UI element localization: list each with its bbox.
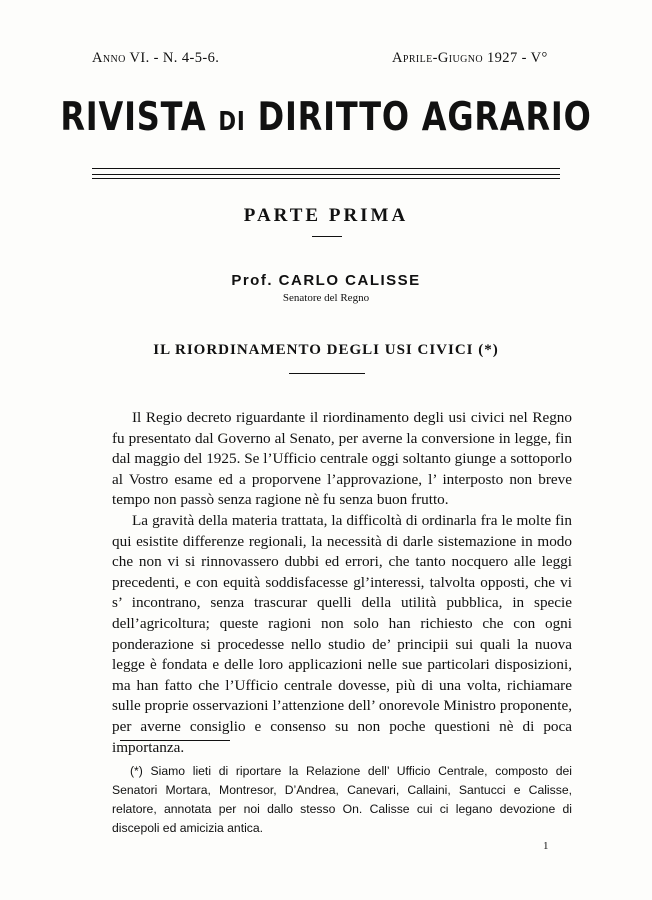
issue-info: Anno VI. - N. 4-5-6.: [92, 50, 220, 66]
journal-title-part2: DIRITTO AGRARIO: [257, 95, 592, 140]
title-single-rule: [92, 178, 560, 179]
author-name: Prof. CARLO CALISSE: [231, 272, 421, 289]
body-paragraph: La gravità della materia trattata, la difficoltà di ordinarla fra le molte fin qui esistite differenze regionali, la necessità di darle sistemazione in modo che non vi si rinnovassero dubbi ed errori, che tanto nocquero alle leggi precedenti, e con equità soddisfacesse gl’interessi, talvolta opposti, che vi s’ incontrano, senza trascurar quelli della utilità pubblica, in specie dell’agricoltura; queste ragioni non solo han richiesto che con ogni ponderazione si procedesse nello studio de’ principii sui quali la nuova legge è fondata e delle loro applicazioni nelle sue particolari disposizioni, ma han fatto che l’Ufficio centrale dovesse, più di una volta, richiamare sulle proprie osservazioni l’attenzione dell’ onorevole Ministro proponente, per averne consiglio e consenso su non poche questioni nè di poca importanza.: [112, 511, 572, 756]
article-body: [112, 408, 572, 758]
journal-title-connector: DI: [218, 107, 246, 137]
title-double-rule: [92, 168, 560, 175]
section-title: PARTE PRIMA: [243, 205, 409, 226]
footnote-text: (*) Siamo lieti di riportare la Relazione dell’ Ufficio Centrale, composto dei Senatori Mortara, Montresor, D’Andrea, Canevari, Callaini, Santucci e Calisse, relatore, annotata per noi dallo stesso On. Calisse cui ci legano devozione di discepoli ed amicizia antica.: [112, 764, 572, 835]
journal-title: [59, 95, 594, 140]
body-paragraph: Il Regio decreto riguardante il riordinamento degli usi civici nel Regno fu presentato dal Governo al Senato, per averne la conversione in legge, fin dal maggio del 1925. Se l’Ufficio centrale oggi soltanto giunge a sottoporlo al Vostro esame ed a proporvene l’approvazione, l’ interposto non breve tempo non passò senza ragione nè fu senza buon frutto.: [112, 409, 572, 509]
section-divider: [312, 236, 342, 237]
article-title: IL RIORDINAMENTO DEGLI USI CIVICI (*): [153, 342, 499, 358]
journal-title-part1: RIVISTA: [60, 95, 207, 140]
footnote-rule: [120, 740, 230, 741]
article-title-divider: [289, 373, 365, 374]
issue-date: Aprile-Giugno 1927 - V°: [392, 50, 548, 66]
author-role: Senatore del Regno: [282, 292, 370, 304]
footnote: [112, 762, 572, 838]
page-number: 1: [543, 840, 549, 852]
